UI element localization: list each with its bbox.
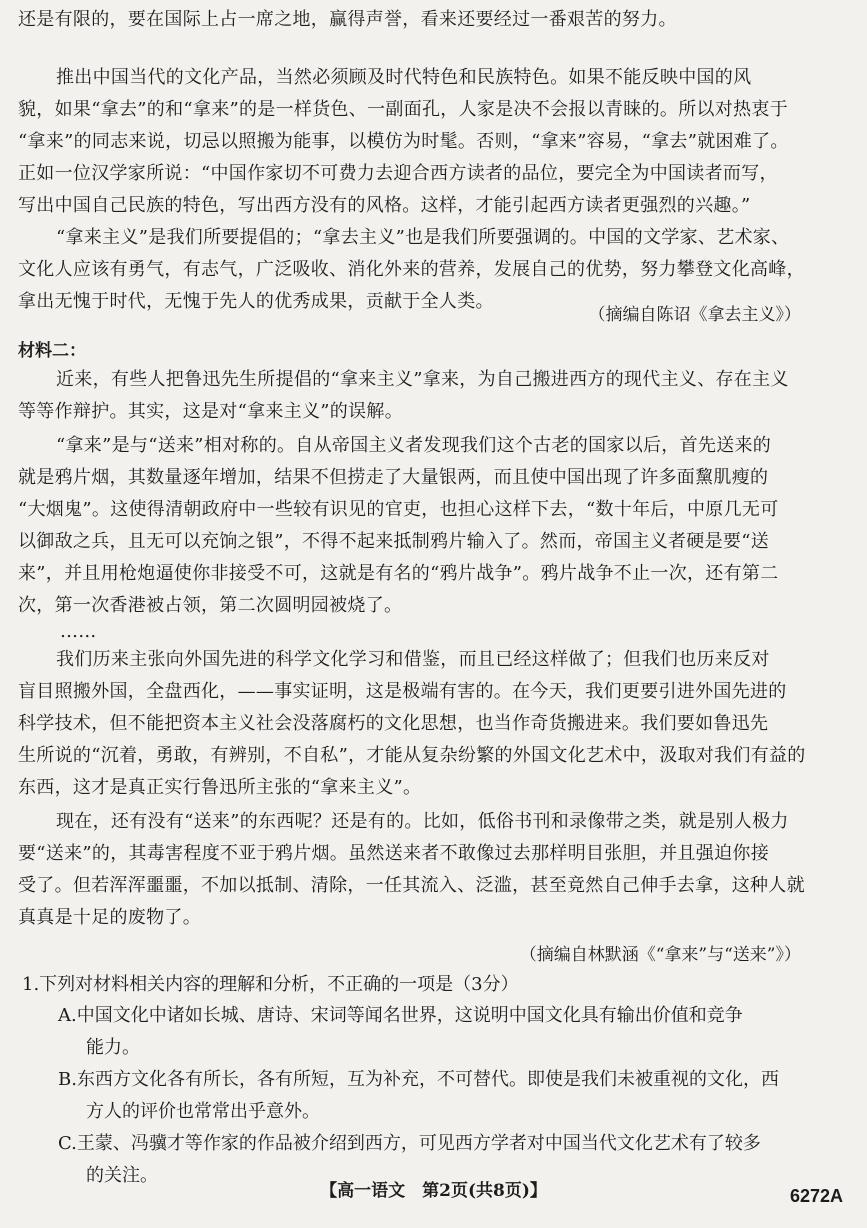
text-line: 还是有限的，要在国际上占一席之地，赢得声誉，看来还要经过一番艰苦的努力。 — [18, 9, 677, 30]
text-line: 近来，有些人把鲁迅先生所提倡的“拿来主义”拿来，为自己搬进西方的现代主义、存在主义 — [56, 369, 789, 390]
option-c: C.王蒙、冯骥才等作家的作品被介绍到西方，可见西方学者对中国当代文化艺术有了较多 — [58, 1133, 761, 1154]
page-footer: 【高一语文 第2页(共8页)】 — [320, 1181, 547, 1201]
section-heading: 材料二： — [18, 341, 86, 361]
text-line: 文化人应该有勇气，有志气，广泛吸收、消化外来的营养，发展自己的优势，努力攀登文化高峰， — [18, 259, 805, 280]
text-line: 要“送来”的，其毒害程度不亚于鸦片烟。虽然送来者不敢像过去那样明目张胆，并且强迫你接 — [18, 843, 769, 864]
text-line: 等等作辩护。其实，这是对“拿来主义”的误解。 — [18, 401, 404, 422]
text-line: 来”，并且用枪炮逼使你非接受不可，这就是有名的“鸦片战争”。鸦片战争不止一次，还有第二 — [18, 563, 779, 584]
option-a: A.中国文化中诸如长城、唐诗、宋词等闻名世界，这说明中国文化具有输出价值和竞争 — [58, 1005, 743, 1026]
paper-code: 6272A — [789, 1186, 843, 1206]
text-line: 生所说的“沉着，勇敢，有辨别，不自私”，才能从复杂纷繁的外国文化艺术中，汲取对我们有益的 — [18, 745, 806, 766]
text-line: “大烟鬼”。这使得清朝政府中一些较有识见的官吏，也担心这样下去，“数十年后，中原几无可 — [18, 499, 779, 520]
text-line: 东西，这才是真正实行鲁迅所主张的“拿来主义”。 — [18, 777, 422, 798]
option-b: B.东西方文化各有所长，各有所短，互为补充，不可替代。即使是我们未被重视的文化，西 — [58, 1069, 779, 1090]
text-line: 我们历来主张向外国先进的科学文化学习和借鉴，而且已经这样做了；但我们也历来反对 — [56, 649, 770, 670]
text-line: 盲目照搬外国，全盘西化，——事实证明，这是极端有害的。在今天，我们更要引进外国先进的 — [18, 681, 787, 702]
source-citation: （摘编自陈诏《拿去主义》） — [588, 305, 801, 325]
text-line: 貌，如果“拿去”的和“拿来”的是一样货色、一副面孔，人家是决不会报以青睐的。所以对热衷于 — [18, 99, 789, 120]
text-line: 真真是十足的废物了。 — [18, 907, 201, 928]
text-line: 拿出无愧于时代，无愧于先人的优秀成果，贡献于全人类。 — [18, 291, 494, 312]
text-line: 现在，还有没有“送来”的东西呢？还是有的。比如，低俗书刊和录像带之类，就是别人极力 — [56, 811, 789, 832]
text-line: 次，第一次香港被占领，第二次圆明园被烧了。 — [18, 595, 403, 616]
text-line: 科学技术，但不能把资本主义社会没落腐朽的文化思想，也当作奇货搬进来。我们要如鲁迅先 — [18, 713, 769, 734]
text-line: 受了。但若浑浑噩噩，不加以抵制、清除，一任其流入、泛滥，甚至竟然自己伸手去拿，这种人就 — [18, 875, 805, 896]
option-b-cont: 方人的评价也常常出乎意外。 — [86, 1101, 320, 1122]
text-line: 写出中国自己民族的特色，写出西方没有的风格。这样，才能引起西方读者更强烈的兴趣。” — [18, 195, 751, 216]
option-c-cont: 的关注。 — [86, 1165, 158, 1186]
text-line: 推出中国当代的文化产品，当然必须顾及时代特色和民族特色。如果不能反映中国的风 — [56, 67, 752, 88]
option-a-cont: 能力。 — [86, 1037, 140, 1058]
source-citation: （摘编自林默涵《“拿来”与“送来”》） — [519, 945, 801, 965]
text-line: “拿来”是与“送来”相对称的。自从帝国主义者发现我们这个古老的国家以后，首先送来的 — [56, 435, 772, 456]
question-stem: 1.下列对材料相关内容的理解和分析，不正确的一项是（3分） — [22, 974, 519, 995]
text-line: “拿来主义”是我们所要提倡的；“拿去主义”也是我们所要强调的。中国的文学家、艺术家、 — [56, 227, 790, 248]
ellipsis: …… — [60, 621, 97, 642]
text-line: 以御敌之兵，且无可以充饷之银”，不得不起来抵制鸦片输入了。然而，帝国主义者硬是要“送 — [18, 531, 769, 552]
text-line: 正如一位汉学家所说：“中国作家切不可费力去迎合西方读者的品位，要完全为中国读者而写， — [18, 163, 778, 184]
text-line: “拿来”的同志来说，切忌以照搬为能事，以模仿为时髦。否则，“拿来”容易，“拿去”就困难了。 — [18, 131, 789, 152]
text-line: 就是鸦片烟，其数量逐年增加，结果不但捞走了大量银两，而且使中国出现了许多面黧肌瘦的 — [18, 467, 769, 488]
